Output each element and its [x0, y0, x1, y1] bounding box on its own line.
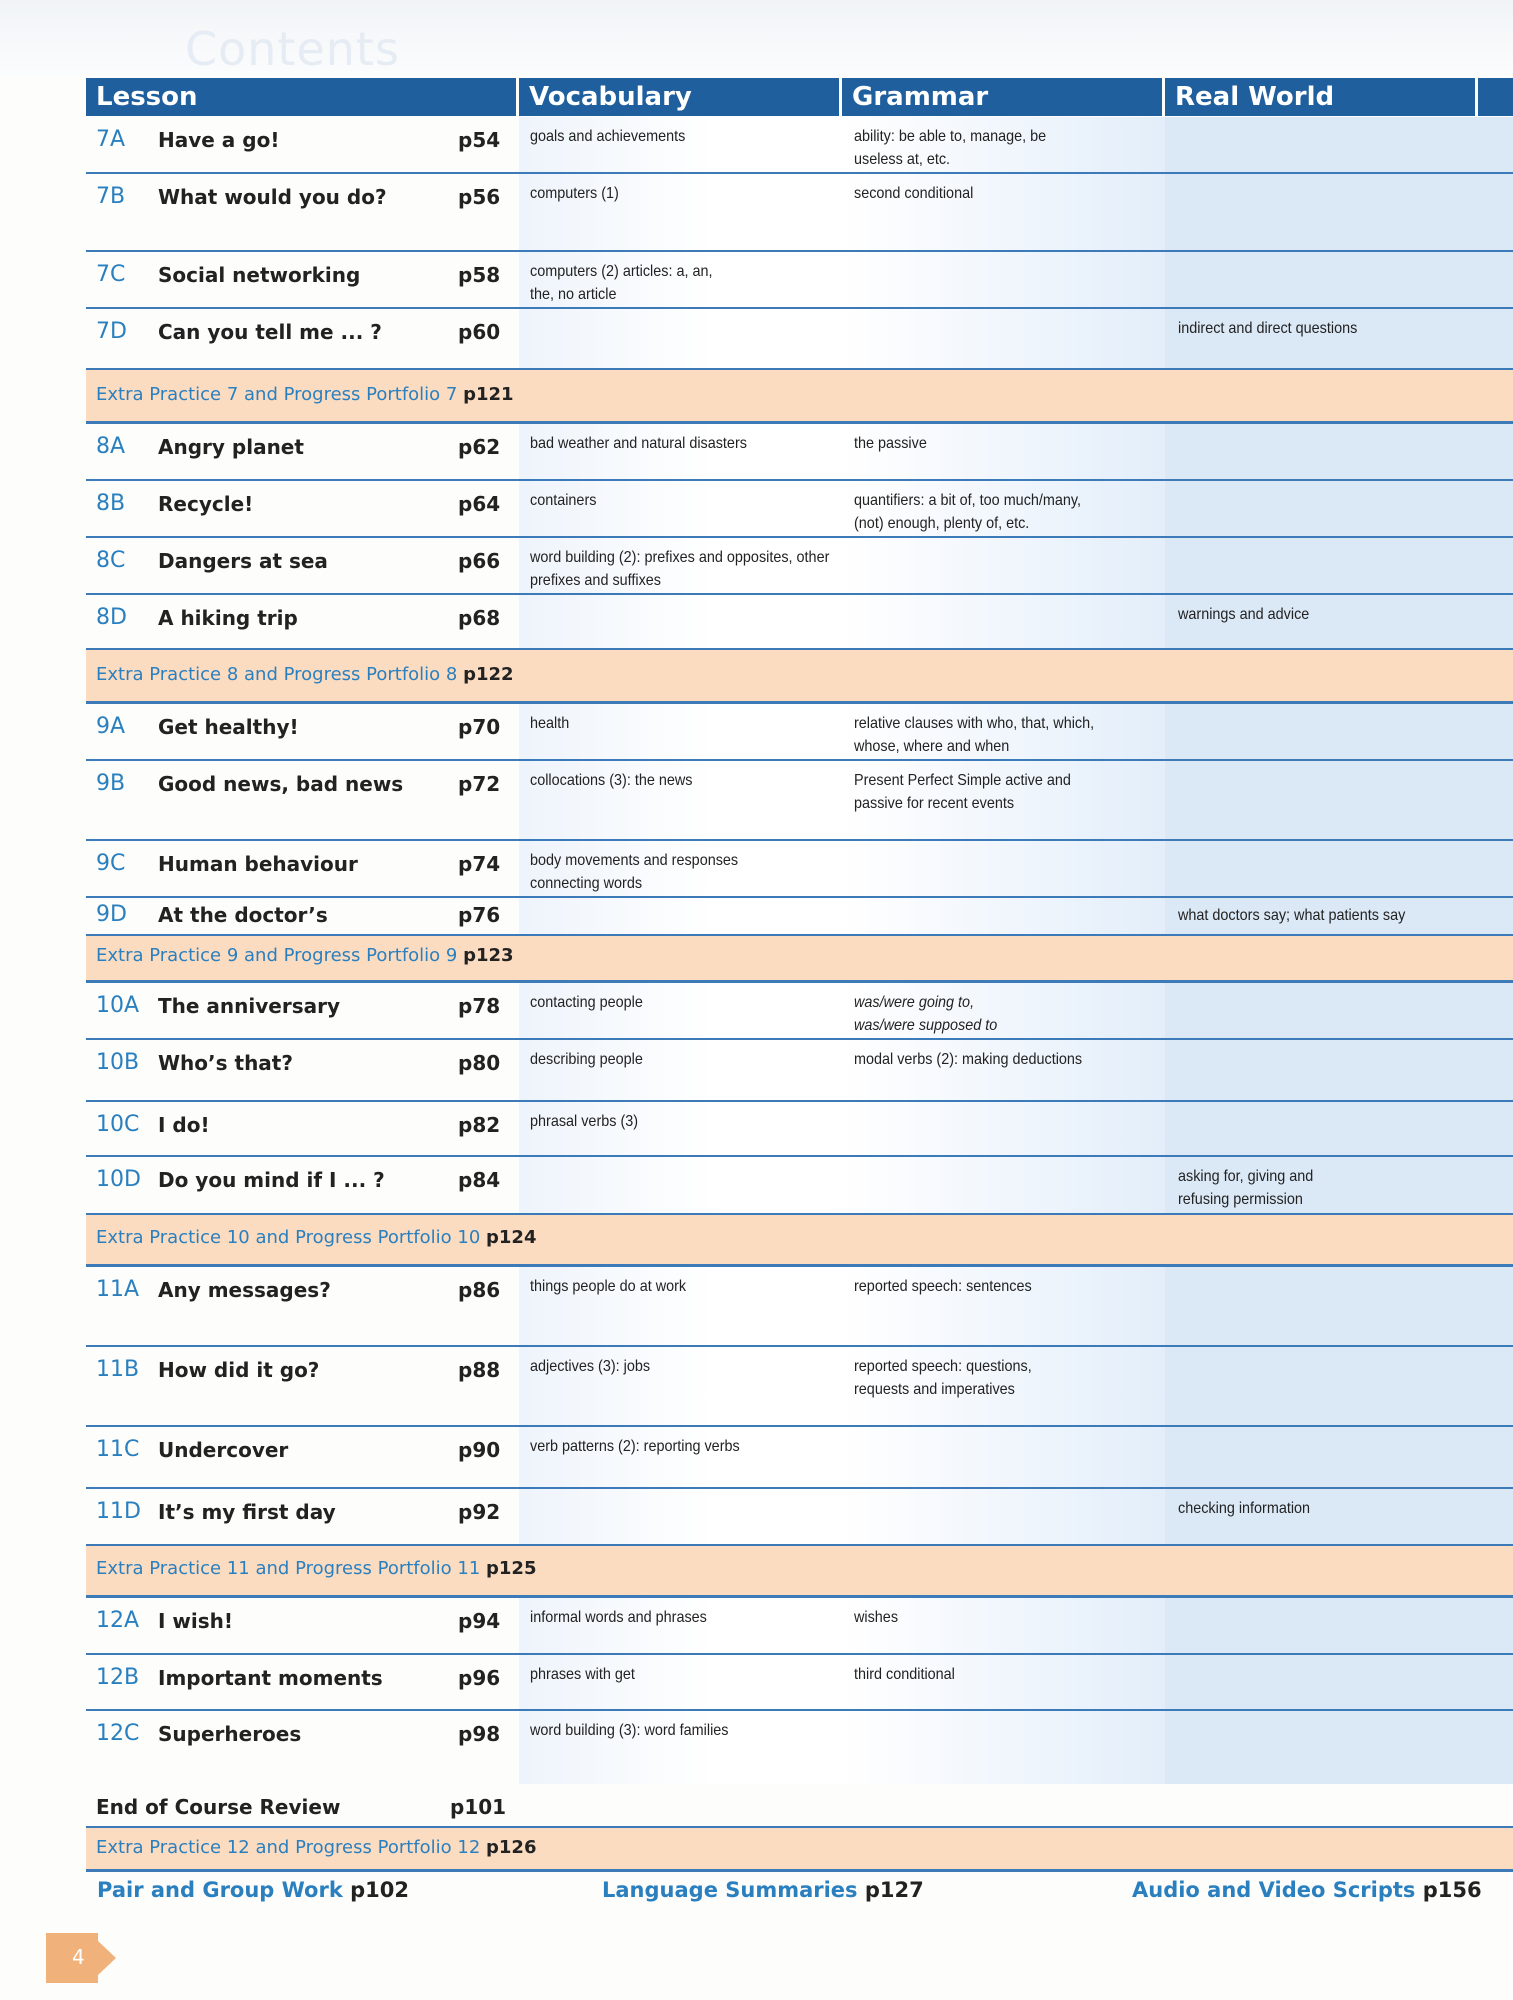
- table-row[interactable]: [86, 704, 1513, 761]
- end-of-course-review-row[interactable]: [86, 1783, 1513, 1828]
- header-lesson: Lesson: [86, 78, 516, 116]
- lesson-title: I do!: [158, 1113, 210, 1137]
- table-row[interactable]: [86, 761, 1513, 841]
- lesson-page: p96: [458, 1666, 501, 1690]
- lesson-code: 11A: [96, 1277, 140, 1302]
- lesson-title: The anniversary: [158, 994, 341, 1018]
- lesson-code: 8C: [96, 548, 126, 573]
- grammar-cell: ability: be able to, manage, be useless at, etc.: [854, 128, 1047, 168]
- lesson-title: A hiking trip: [158, 606, 298, 630]
- table-row[interactable]: [86, 252, 1513, 309]
- table-row[interactable]: [86, 1598, 1513, 1655]
- lesson-page: p82: [458, 1113, 501, 1137]
- table-row[interactable]: [86, 309, 1513, 370]
- lesson-title: Do you mind if I ... ?: [158, 1168, 385, 1192]
- page-title: Contents: [185, 22, 400, 76]
- table-row[interactable]: [86, 1347, 1513, 1427]
- lesson-page: p86: [458, 1278, 501, 1302]
- pair-label: Pair and Group Work: [97, 1878, 343, 1902]
- lesson-title: It’s my first day: [158, 1500, 336, 1524]
- lesson-code: 9C: [96, 851, 126, 876]
- header-vocabulary: Vocabulary: [519, 78, 839, 116]
- lesson-page: p84: [458, 1168, 501, 1192]
- extra-page: p121: [463, 384, 514, 405]
- lesson-code: 12B: [96, 1665, 140, 1690]
- lesson-page: p60: [458, 320, 501, 344]
- vocab-cell: bad weather and natural disasters: [530, 435, 747, 452]
- lesson-page: p94: [458, 1609, 501, 1633]
- page-number: 4: [72, 1945, 85, 1969]
- header-extra: [1478, 78, 1513, 116]
- vocab-cell: word building (3): word families: [530, 1722, 729, 1739]
- lesson-title: Social networking: [158, 263, 361, 287]
- lesson-code: 12A: [96, 1608, 140, 1633]
- lesson-code: 8B: [96, 491, 126, 516]
- lesson-page: p78: [458, 994, 501, 1018]
- lesson-code: 11B: [96, 1357, 140, 1382]
- grammar-cell: was/were going to, was/were supposed to: [854, 994, 998, 1034]
- table-row[interactable]: [86, 117, 1513, 174]
- pair-page: p102: [350, 1878, 409, 1902]
- extra-page: p124: [486, 1227, 537, 1248]
- lesson-code: 11D: [96, 1499, 141, 1524]
- extra-page: p123: [463, 945, 514, 966]
- pair-group-work-link[interactable]: [97, 1878, 409, 1902]
- lesson-title: How did it go?: [158, 1358, 320, 1382]
- lesson-title: Get healthy!: [158, 715, 299, 739]
- extra-practice-row[interactable]: [86, 370, 1513, 424]
- lesson-code: 9D: [96, 902, 127, 927]
- grammar-cell: Present Perfect Simple active and passive for recent events: [854, 772, 1071, 812]
- lesson-page: p98: [458, 1722, 501, 1746]
- table-row[interactable]: [86, 174, 1513, 252]
- grammar-cell: reported speech: questions, requests and imperatives: [854, 1358, 1032, 1398]
- vocab-cell: health: [530, 715, 570, 732]
- grammar-cell: relative clauses with who, that, which, whose, where and when: [854, 715, 1095, 755]
- lesson-title: Superheroes: [158, 1722, 302, 1746]
- real-world-cell: asking for, giving and refusing permission: [1178, 1168, 1314, 1208]
- grammar-cell: third conditional: [854, 1666, 955, 1683]
- grammar-cell: quantifiers: a bit of, too much/many, (not) enough, plenty of, etc.: [854, 492, 1082, 532]
- lesson-title: Dangers at sea: [158, 549, 328, 573]
- lesson-code: 9B: [96, 771, 126, 796]
- vocab-cell: goals and achievements: [530, 128, 686, 145]
- vocab-cell: informal words and phrases: [530, 1609, 707, 1626]
- lesson-page: p76: [458, 903, 501, 927]
- grammar-cell: reported speech: sentences: [854, 1278, 1032, 1295]
- lesson-code: 11C: [96, 1437, 140, 1462]
- table-row[interactable]: [86, 898, 1513, 936]
- table-row[interactable]: [86, 1489, 1513, 1546]
- real-world-cell: checking information: [1178, 1500, 1311, 1517]
- lesson-code: 7A: [96, 127, 126, 152]
- audio-label: Audio and Video Scripts: [1132, 1878, 1416, 1902]
- vocab-cell: adjectives (3): jobs: [530, 1358, 651, 1375]
- grammar-cell: second conditional: [854, 185, 974, 202]
- table-row[interactable]: [86, 983, 1513, 1040]
- language-summaries-link[interactable]: [602, 1878, 924, 1902]
- extra-label: Extra Practice 7 and Progress Portfolio 7: [96, 384, 458, 405]
- table-header: [86, 78, 1513, 116]
- lesson-title: At the doctor’s: [158, 903, 328, 927]
- lesson-title: Have a go!: [158, 128, 280, 152]
- header-grammar: Grammar: [842, 78, 1162, 116]
- lesson-title: Who’s that?: [158, 1051, 293, 1075]
- real-world-cell: indirect and direct questions: [1178, 320, 1358, 337]
- lesson-code: 8A: [96, 434, 126, 459]
- audio-page: p156: [1422, 1878, 1482, 1902]
- table-row[interactable]: [86, 1427, 1513, 1489]
- lesson-page: p80: [458, 1051, 501, 1075]
- lesson-code: 7B: [96, 184, 126, 209]
- vocab-cell: computers (2) articles: a, an, the, no article: [530, 263, 713, 303]
- table-row[interactable]: [86, 1655, 1513, 1711]
- real-world-cell: what doctors say; what patients say: [1178, 907, 1406, 924]
- lesson-title: Good news, bad news: [158, 772, 404, 796]
- lesson-title: Undercover: [158, 1438, 289, 1462]
- vocab-cell: phrases with get: [530, 1666, 635, 1683]
- table-row[interactable]: [86, 1102, 1513, 1157]
- lesson-code: 9A: [96, 714, 126, 739]
- lesson-code: 7D: [96, 319, 127, 344]
- lesson-code: 7C: [96, 262, 126, 287]
- table-row[interactable]: [86, 1711, 1513, 1783]
- table-row[interactable]: [86, 424, 1513, 481]
- grammar-cell: wishes: [854, 1609, 899, 1626]
- lesson-title: What would you do?: [158, 185, 387, 209]
- vocab-cell: verb patterns (2): reporting verbs: [530, 1438, 740, 1455]
- lesson-page: p64: [458, 492, 501, 516]
- table-row[interactable]: [86, 841, 1513, 898]
- vocab-cell: collocations (3): the news: [530, 772, 693, 789]
- extra-page: p125: [486, 1558, 537, 1579]
- lesson-title: Human behaviour: [158, 852, 358, 876]
- lesson-page: p54: [458, 128, 501, 152]
- extra-label: Extra Practice 10 and Progress Portfolio 10: [96, 1227, 481, 1248]
- extra-practice-row[interactable]: [86, 1215, 1513, 1267]
- lesson-code: 12C: [96, 1721, 140, 1746]
- lesson-title: Can you tell me ... ?: [158, 320, 382, 344]
- lang-label: Language Summaries: [602, 1878, 858, 1902]
- vocab-cell: word building (2): prefixes and opposites, other prefixes and suffixes: [530, 549, 830, 589]
- lang-page: p127: [864, 1878, 924, 1902]
- extra-label: Extra Practice 11 and Progress Portfolio 11: [96, 1558, 481, 1579]
- audio-video-scripts-link[interactable]: [1132, 1878, 1482, 1902]
- extra-practice-row[interactable]: [86, 1546, 1513, 1598]
- vocab-cell: containers: [530, 492, 597, 509]
- lesson-title: Any messages?: [158, 1278, 331, 1302]
- table-row[interactable]: [86, 1157, 1513, 1215]
- lesson-title: Important moments: [158, 1666, 383, 1690]
- vocab-cell: body movements and responses connecting words: [530, 852, 739, 892]
- lesson-title: Recycle!: [158, 492, 254, 516]
- lesson-code: 10A: [96, 993, 140, 1018]
- lesson-title: Angry planet: [158, 435, 304, 459]
- lesson-code: 8D: [96, 605, 127, 630]
- table-row[interactable]: [86, 1040, 1513, 1102]
- extra-label: Extra Practice 12 and Progress Portfolio 12: [96, 1837, 481, 1858]
- lesson-code: 10C: [96, 1112, 140, 1137]
- end-review-page: p101: [450, 1795, 507, 1819]
- vocab-cell: contacting people: [530, 994, 643, 1011]
- lesson-page: p74: [458, 852, 501, 876]
- extra-practice-row[interactable]: [86, 1828, 1513, 1872]
- extra-practice-row[interactable]: [86, 650, 1513, 704]
- extra-label: Extra Practice 9 and Progress Portfolio 9: [96, 945, 458, 966]
- vocab-cell: things people do at work: [530, 1278, 687, 1295]
- lesson-page: p66: [458, 549, 501, 573]
- lesson-page: p58: [458, 263, 501, 287]
- real-world-cell: warnings and advice: [1178, 606, 1310, 623]
- table-row[interactable]: [86, 538, 1513, 595]
- lesson-title: I wish!: [158, 1609, 233, 1633]
- lesson-page: p56: [458, 185, 501, 209]
- lesson-page: p72: [458, 772, 501, 796]
- table-row[interactable]: [86, 595, 1513, 650]
- lesson-code: 10B: [96, 1050, 140, 1075]
- lesson-page: p90: [458, 1438, 501, 1462]
- lesson-page: p92: [458, 1500, 501, 1524]
- table-row[interactable]: [86, 481, 1513, 538]
- lesson-page: p88: [458, 1358, 501, 1382]
- extra-page: p122: [463, 664, 514, 685]
- vocab-cell: computers (1): [530, 185, 619, 202]
- header-real-world: Real World: [1165, 78, 1475, 116]
- lesson-code: 10D: [96, 1167, 141, 1192]
- end-review-label: End of Course Review: [96, 1795, 341, 1819]
- grammar-cell: modal verbs (2): making deductions: [854, 1051, 1083, 1068]
- vocab-cell: phrasal verbs (3): [530, 1113, 639, 1130]
- extra-practice-row[interactable]: [86, 936, 1513, 983]
- lesson-page: p70: [458, 715, 501, 739]
- extra-label: Extra Practice 8 and Progress Portfolio 8: [96, 664, 458, 685]
- table-row[interactable]: [86, 1267, 1513, 1347]
- lesson-page: p68: [458, 606, 501, 630]
- extra-page: p126: [486, 1837, 537, 1858]
- grammar-cell: the passive: [854, 435, 927, 452]
- lesson-page: p62: [458, 435, 501, 459]
- vocab-cell: describing people: [530, 1051, 643, 1068]
